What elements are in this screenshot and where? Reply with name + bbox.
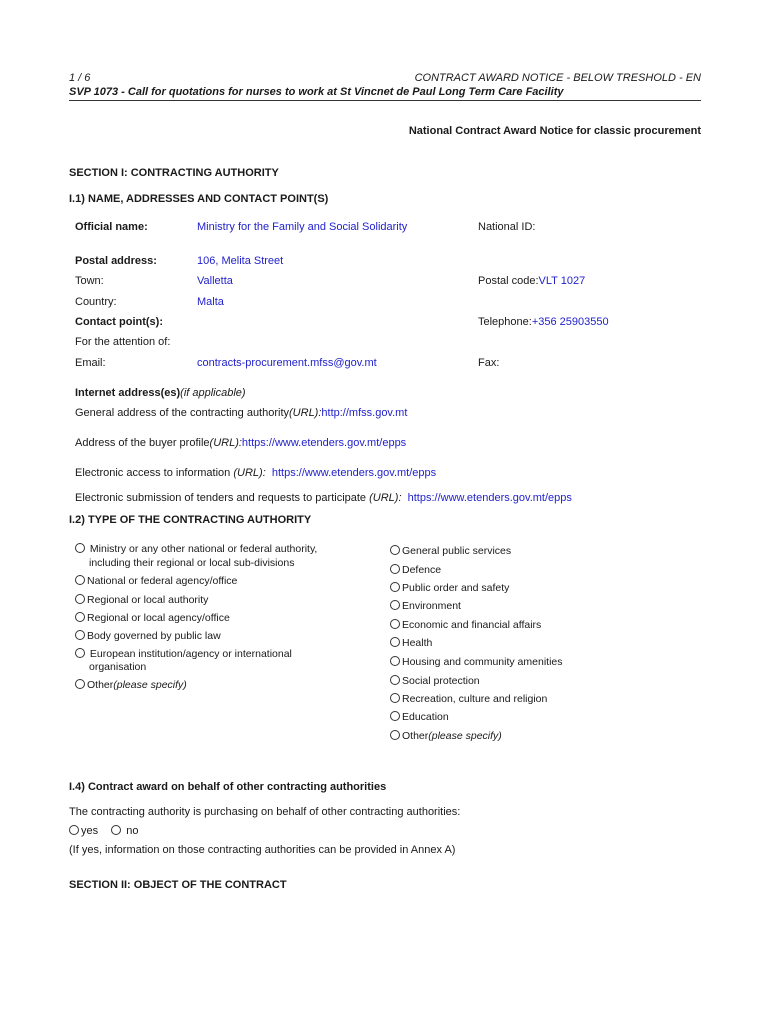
option-label: Health bbox=[402, 637, 433, 649]
option-housing[interactable] bbox=[390, 656, 563, 668]
i4-note: (If yes, information on those contracting authorities can be provided in Annex A) bbox=[69, 844, 456, 856]
option-recreation[interactable] bbox=[390, 693, 547, 705]
radio-icon[interactable] bbox=[75, 679, 85, 689]
telephone-label: Telephone: bbox=[478, 316, 532, 328]
option-european[interactable] bbox=[75, 648, 292, 660]
telephone-field bbox=[478, 316, 609, 328]
national-id-label: National ID: bbox=[478, 221, 536, 233]
notice-title: SVP 1073 - Call for quotations for nurses to work at St Vincnet de Paul Long Term Care Facility bbox=[69, 86, 564, 98]
option-education[interactable] bbox=[390, 711, 449, 723]
option-note: (please specify) bbox=[113, 679, 187, 691]
option-label: Economic and financial affairs bbox=[402, 619, 542, 631]
postal-code-value: VLT 1027 bbox=[538, 275, 586, 287]
i2-heading: I.2) TYPE OF THE CONTRACTING AUTHORITY bbox=[69, 514, 312, 526]
electronic-submission-label: Electronic submission of tenders and requests to participate bbox=[75, 492, 367, 504]
electronic-access-link[interactable]: https://www.etenders.gov.mt/epps bbox=[271, 467, 437, 479]
url-label: (URL): bbox=[209, 437, 242, 449]
radio-icon[interactable] bbox=[390, 730, 400, 740]
option-no[interactable] bbox=[111, 825, 138, 837]
option-general-public-services[interactable] bbox=[390, 545, 511, 557]
postal-code-label: Postal code: bbox=[478, 275, 539, 287]
country-label: Country: bbox=[75, 296, 117, 308]
yes-no-options bbox=[69, 825, 139, 837]
electronic-access-label: Electronic access to information bbox=[75, 467, 231, 479]
option-note: (please specify) bbox=[428, 730, 502, 742]
radio-icon[interactable] bbox=[390, 656, 400, 666]
email-value[interactable]: contracts-procurement.mfss@gov.mt bbox=[197, 357, 377, 369]
option-european-line2: organisation bbox=[89, 661, 147, 673]
url-label: (URL): bbox=[233, 467, 266, 479]
radio-icon[interactable] bbox=[75, 575, 85, 585]
option-national-agency[interactable] bbox=[75, 575, 237, 587]
section-1-heading: SECTION I: CONTRACTING AUTHORITY bbox=[69, 167, 279, 179]
general-address-row bbox=[75, 407, 407, 419]
option-label: Ministry or any other national or federal authority, bbox=[89, 543, 318, 555]
postal-code-field bbox=[478, 275, 585, 287]
radio-icon[interactable] bbox=[390, 675, 400, 685]
option-label: Defence bbox=[402, 564, 442, 576]
general-address-link[interactable]: http://mfss.gov.mt bbox=[321, 407, 408, 419]
radio-icon[interactable] bbox=[390, 637, 400, 647]
email-label: Email: bbox=[75, 357, 106, 369]
telephone-value: +356 25903550 bbox=[531, 316, 609, 328]
radio-icon[interactable] bbox=[75, 648, 85, 658]
electronic-submission-row bbox=[75, 492, 572, 504]
page-number: 1 / 6 bbox=[69, 72, 91, 84]
radio-icon[interactable] bbox=[390, 545, 400, 555]
option-label: European institution/agency or international bbox=[89, 648, 292, 660]
radio-icon[interactable] bbox=[75, 612, 85, 622]
option-yes[interactable] bbox=[69, 825, 98, 837]
option-label: General public services bbox=[402, 545, 512, 557]
electronic-access-row bbox=[75, 467, 436, 479]
option-label: Recreation, culture and religion bbox=[402, 693, 548, 705]
url-label: (URL): bbox=[369, 492, 402, 504]
no-label: no bbox=[126, 825, 139, 837]
postal-address-label: Postal address: bbox=[75, 255, 157, 267]
radio-icon[interactable] bbox=[390, 711, 400, 721]
yes-label: yes bbox=[81, 825, 99, 837]
radio-icon[interactable] bbox=[390, 619, 400, 629]
radio-icon[interactable] bbox=[390, 693, 400, 703]
radio-icon[interactable] bbox=[75, 630, 85, 640]
notice-type: CONTRACT AWARD NOTICE - BELOW TRESHOLD - EN bbox=[414, 72, 701, 84]
fax-label: Fax: bbox=[478, 357, 500, 369]
option-label: Other bbox=[402, 730, 429, 742]
option-economic[interactable] bbox=[390, 619, 541, 631]
option-environment[interactable] bbox=[390, 600, 461, 612]
option-health[interactable] bbox=[390, 637, 432, 649]
option-label: Regional or local authority bbox=[87, 594, 209, 606]
option-label: Regional or local agency/office bbox=[87, 612, 230, 624]
general-address-label: General address of the contracting authority bbox=[75, 407, 290, 419]
town-value: Valletta bbox=[197, 275, 233, 287]
buyer-profile-row bbox=[75, 437, 406, 449]
electronic-submission-link[interactable]: https://www.etenders.gov.mt/epps bbox=[407, 492, 572, 504]
town-label: Town: bbox=[75, 275, 104, 287]
radio-icon[interactable] bbox=[390, 600, 400, 610]
option-ministry-line2: including their regional or local sub-divisions bbox=[89, 557, 295, 569]
radio-icon[interactable] bbox=[390, 564, 400, 574]
internet-heading bbox=[75, 387, 246, 399]
option-regional-agency[interactable] bbox=[75, 612, 230, 624]
option-social-protection[interactable] bbox=[390, 675, 480, 687]
notice-subtitle: National Contract Award Notice for classic procurement bbox=[408, 125, 701, 137]
header-divider bbox=[69, 100, 701, 101]
buyer-profile-link[interactable]: https://www.etenders.gov.mt/epps bbox=[241, 437, 407, 449]
country-value: Malta bbox=[197, 296, 224, 308]
radio-icon[interactable] bbox=[390, 582, 400, 592]
option-public-order[interactable] bbox=[390, 582, 509, 594]
radio-icon[interactable] bbox=[69, 825, 79, 835]
official-name-value: Ministry for the Family and Social Solidarity bbox=[197, 221, 408, 233]
i1-heading: I.1) NAME, ADDRESSES AND CONTACT POINT(S) bbox=[69, 193, 329, 205]
internet-heading-text: Internet address(es) bbox=[75, 387, 181, 399]
postal-address-value: 106, Melita Street bbox=[197, 255, 284, 267]
option-other-activity[interactable] bbox=[390, 730, 502, 742]
option-label: Body governed by public law bbox=[87, 630, 221, 642]
radio-icon[interactable] bbox=[111, 825, 121, 835]
attention-label: For the attention of: bbox=[75, 336, 171, 348]
official-name-label: Official name: bbox=[75, 221, 148, 233]
internet-heading-note: (if applicable) bbox=[180, 387, 246, 399]
option-label: Public order and safety bbox=[402, 582, 510, 594]
option-label: Housing and community amenities bbox=[402, 656, 563, 668]
option-label: Social protection bbox=[402, 675, 480, 687]
i4-heading: I.4) Contract award on behalf of other contracting authorities bbox=[69, 781, 387, 793]
option-label: Education bbox=[402, 711, 449, 723]
buyer-profile-label: Address of the buyer profile bbox=[75, 437, 210, 449]
option-defence[interactable] bbox=[390, 564, 441, 576]
i4-question: The contracting authority is purchasing on behalf of other contracting authorities: bbox=[69, 806, 461, 818]
radio-icon[interactable] bbox=[75, 543, 85, 553]
contact-points-label: Contact point(s): bbox=[75, 316, 163, 328]
option-label: National or federal agency/office bbox=[87, 575, 238, 587]
section-2-heading: SECTION II: OBJECT OF THE CONTRACT bbox=[69, 879, 287, 891]
option-regional-authority[interactable] bbox=[75, 594, 208, 606]
option-label: Environment bbox=[402, 600, 461, 612]
url-label: (URL): bbox=[289, 407, 322, 419]
radio-icon[interactable] bbox=[75, 594, 85, 604]
option-ministry[interactable] bbox=[75, 543, 317, 555]
option-public-law[interactable] bbox=[75, 630, 221, 642]
option-other-authority[interactable] bbox=[75, 679, 187, 691]
option-label: Other bbox=[87, 679, 114, 691]
